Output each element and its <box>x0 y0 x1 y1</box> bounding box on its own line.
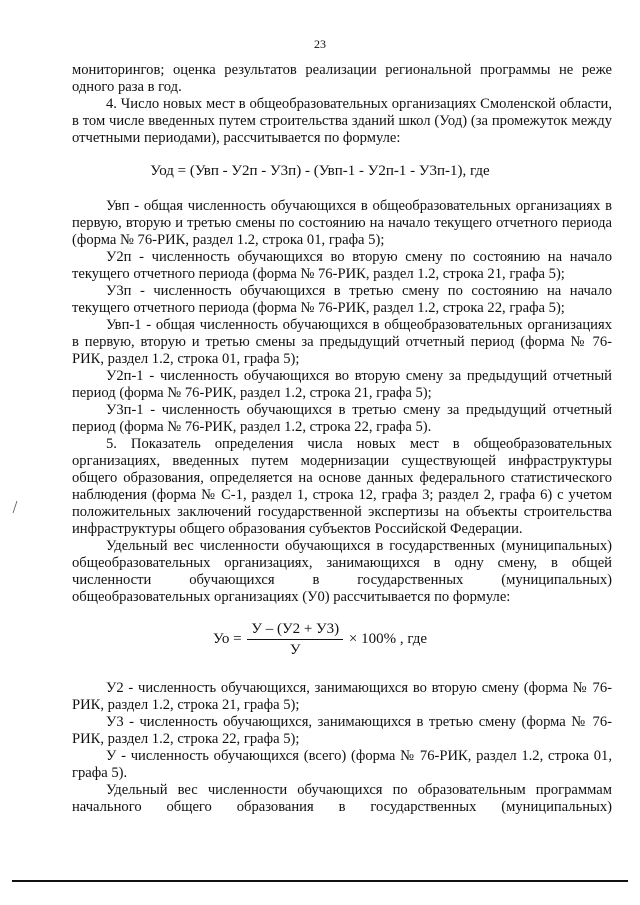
paragraph-5: 5. Показатель определения числа новых мест в общеобразовательных организациях, введенных путем модернизации существующей инфраструктуры общего образования, определяется на основе данных федерального статистического наблюдения (форма № С-1, раздел 1, строка 12, графа 3; раздел 2, графа 6) с учетом положительных заключений государственной экспертизы на объекты строительства инфраструктуры общего образования субъектов Российской Федерации. <box>72 436 612 537</box>
definition-u3p: У3п - численность обучающихся в третью смену по состоянию на начало текущего отчетного периода (форма № 76-РИК, раздел 1.2, строка 22, графа 5); <box>72 283 612 316</box>
page-number: 23 <box>314 37 326 51</box>
bottom-rule <box>12 880 628 882</box>
definition-uvp: Увп - общая численность обучающихся в общеобразовательных организациях в первую, вторую и третью смены по состоянию на начало текущего отчетного периода (форма № 76-РИК, раздел 1.2, строка 01, графа 5); <box>72 198 612 248</box>
margin-mark <box>11 500 19 514</box>
definition-u2p: У2п - численность обучающихся во вторую смену по состоянию на начало текущего отчетного периода (форма № 76-РИК, раздел 1.2, строка 21, графа 5); <box>72 249 612 282</box>
definition-u3p1: У3п-1 - численность обучающихся в третью смену за предыдущий отчетный период (форма № 76-РИК, раздел 1.2, строка 22, графа 5). <box>72 402 612 435</box>
formula-share-denominator: У <box>289 642 301 658</box>
formula-share-rhs: × 100% , где <box>348 630 428 647</box>
text-block-top <box>72 62 612 147</box>
definition-uvp1: Увп-1 - общая численность обучающихся в общеобразовательных организациях в первую, вторую и третью смены за предыдущий отчетный период (форма № 76-РИК, раздел 1.2, строка 01, графа 5); <box>72 317 612 367</box>
formula-share-lhs: Уо = <box>212 630 242 647</box>
definition-u3: У3 - численность обучающихся, занимающихся в третью смену (форма № 76-РИК, раздел 1.2, строка 22, графа 5); <box>72 714 612 747</box>
paragraph-last: Удельный вес численности обучающихся по образовательным программам начального общего образования в государственных (муниципальных) <box>72 782 612 815</box>
formula-new-places: Уод = (Увп - У2п - У3п) - (Увп-1 - У2п-1 - У3п-1), где <box>150 163 490 179</box>
text-block-definitions <box>72 198 612 606</box>
paragraph-weight: Удельный вес численности обучающихся в государственных (муниципальных) общеобразовательных организациях, занимающихся в одну смену, в общей численности обучающихся в государственных (муниципальных) общеобразовательных организациях (У0) рассчитывается по формуле: <box>72 538 612 605</box>
paragraph-4: 4. Число новых мест в общеобразовательных организациях Смоленской области, в том числе введенных путем строительства зданий школ (Уод) (за промежуток между отчетными периодами), рассчитывается по формуле: <box>72 96 612 146</box>
text-block-bottom <box>72 680 612 816</box>
formula-share-numerator: У – (У2 + У3) <box>247 620 343 640</box>
formula-share <box>0 620 640 659</box>
definition-u2p1: У2п-1 - численность обучающихся во вторую смену за предыдущий отчетный период (форма № 76-РИК, раздел 1.2, строка 21, графа 5); <box>72 368 612 401</box>
formula-share-fraction <box>247 620 343 659</box>
definition-u2: У2 - численность обучающихся, занимающихся во вторую смену (форма № 76-РИК, раздел 1.2, строка 21, графа 5); <box>72 680 612 713</box>
definition-u: У - численность обучающихся (всего) (форма № 76-РИК, раздел 1.2, строка 01, графа 5). <box>72 748 612 781</box>
paragraph-intro: мониторингов; оценка результатов реализации региональной программы не реже одного раза в год. <box>72 62 612 95</box>
